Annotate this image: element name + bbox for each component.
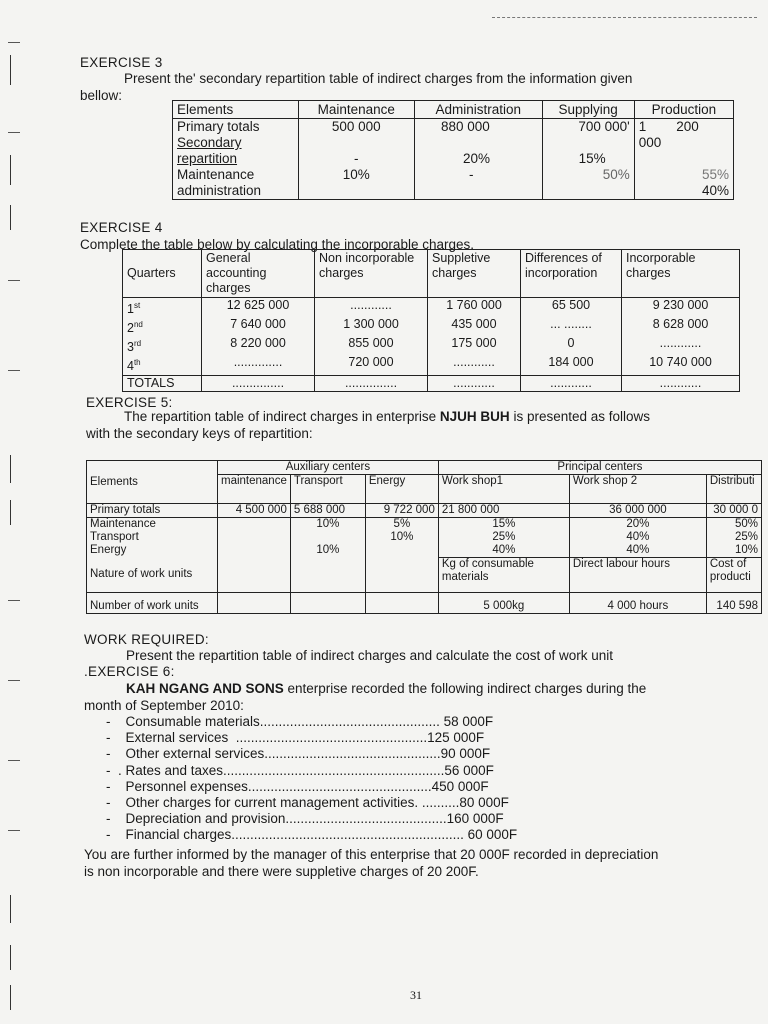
table-cell: - [298, 151, 414, 167]
table-row [173, 167, 734, 183]
margin-mark [10, 205, 11, 230]
table-cell: 10% [290, 518, 365, 532]
table-row [87, 504, 762, 518]
table-cell [415, 135, 543, 151]
table-cell: 40% [569, 544, 706, 558]
table-header: Production [634, 101, 733, 119]
table-cell [415, 183, 543, 200]
margin-mark [8, 830, 20, 831]
quarter-suffix: th [133, 358, 141, 368]
table-cell: 435 000 [428, 317, 521, 336]
exercise3-intro: Present the' secondary repartition table of indirect charges from the information given [124, 71, 633, 86]
table-cell: Kg of consumable materials [438, 558, 569, 593]
table-row [173, 183, 734, 200]
table-cell: administration [173, 183, 299, 200]
table-cell: 8 220 000 [202, 336, 315, 355]
exercise4-intro: Complete the table below by calculating the incorporable charges. [80, 237, 474, 252]
margin-mark [8, 42, 20, 43]
table-row [87, 592, 762, 613]
table-cell: ............ [622, 375, 740, 391]
table-cell [298, 183, 414, 200]
table-cell: 25% [438, 531, 569, 544]
table-cell: ............ [428, 355, 521, 375]
quarter-label: 2 [127, 321, 134, 336]
quarter-label: 1 [127, 302, 134, 317]
table-cell: 140 598 [706, 592, 761, 613]
table-header: Elements [173, 101, 299, 119]
table-cell: Transport [87, 531, 218, 544]
margin-mark [8, 132, 20, 133]
table-header: Transport [290, 475, 365, 504]
exercise6-intro [126, 680, 646, 697]
table-cell [298, 135, 414, 151]
table-cell [218, 518, 291, 532]
table-cell: 184 000 [521, 355, 622, 375]
table-cell: 855 000 [315, 336, 428, 355]
list-item: - Personnel expenses.................................................450 000F [106, 778, 489, 794]
table-cell: 40% [438, 544, 569, 558]
table-cell [218, 592, 291, 613]
table-row [87, 531, 762, 544]
table-cell [218, 531, 291, 544]
list-item: - Other charges for current management activities. ..........80 000F [106, 795, 509, 811]
table-cell: 10% [706, 544, 761, 558]
table-cell: 880 000 [415, 119, 543, 136]
table-cell: Secondary [173, 135, 299, 151]
table-cell: ............... [202, 375, 315, 391]
margin-mark [10, 455, 11, 483]
table-row [87, 544, 762, 558]
exercise3-intro-cont: bellow: [80, 88, 123, 103]
totals-label: TOTALS [123, 375, 202, 391]
quarter-suffix: nd [133, 320, 143, 330]
table-header: Work shop 2 [569, 475, 706, 504]
table-header: Energy [365, 475, 438, 504]
table-header: Suppletive charges [428, 250, 521, 298]
table-cell: Maintenance [173, 167, 299, 183]
exercise3-title: EXERCISE 3 [80, 55, 163, 70]
totals-row [123, 375, 740, 391]
table-cell: 4 500 000 [218, 504, 291, 518]
table-cell: 9 722 000 [365, 504, 438, 518]
exercise6-intro-cont: month of September 2010: [84, 698, 244, 713]
table-cell [542, 135, 634, 151]
table-cell: - [415, 167, 543, 183]
table-cell [542, 183, 634, 200]
table-row [173, 135, 734, 151]
table-row [173, 119, 734, 136]
intro-text: enterprise recorded the following indirect charges during the [283, 681, 647, 696]
table-row [123, 336, 740, 355]
table-header: Maintenance [298, 101, 414, 119]
margin-mark [10, 985, 11, 1010]
list-item: - Other external services...............................................90 000F [106, 746, 491, 762]
table-header: Non incorporable charges [315, 250, 428, 298]
table-cell: ... ........ [521, 317, 622, 336]
intro-text: The repartition table of indirect charges in enterprise [124, 409, 440, 424]
list-item: - . Rates and taxes...........................................................56 000F [106, 762, 494, 778]
table-header: Differences of incorporation [521, 250, 622, 298]
enterprise-name: NJUH BUH [439, 409, 510, 424]
table-row [123, 355, 740, 375]
table-cell: ............ [428, 375, 521, 391]
table-cell: Maintenance [87, 518, 218, 532]
work-required-title: WORK REQUIRED: [84, 632, 209, 647]
margin-mark [10, 500, 11, 525]
table-cell: 50% [706, 518, 761, 532]
table-cell: 40% [569, 531, 706, 544]
table-header: Work shop1 [438, 475, 569, 504]
table-row [123, 298, 740, 318]
quarter-suffix: st [133, 301, 141, 310]
table-cell: 36 000 000 [569, 504, 706, 518]
table-cell: Direct labour hours [569, 558, 706, 593]
table-cell: 10 740 000 [622, 355, 740, 375]
table-header: Quarters [123, 250, 202, 298]
table-cell: 700 000' [542, 119, 634, 136]
table-row [87, 518, 762, 532]
list-item: - Depreciation and provision...........................................160 000F [106, 811, 504, 827]
table-cell: 1 300 000 [315, 317, 428, 336]
margin-mark [8, 600, 20, 601]
table-cell: ............ [622, 336, 740, 355]
table-cell [365, 544, 438, 558]
exercise6-title: .EXERCISE 6: [84, 664, 175, 679]
table-header: maintenance [218, 475, 291, 504]
work-required-text: Present the repartition table of indirect charges and calculate the cost of work unit [126, 648, 614, 663]
table-cell: 175 000 [428, 336, 521, 355]
table-cell: 10% [365, 531, 438, 544]
exercise5-title: EXERCISE 5: [86, 395, 173, 410]
table-cell [634, 151, 733, 167]
quarter-label: 4 [127, 359, 134, 374]
list-item: - Financial charges.............................................................. 60 000F [106, 827, 518, 843]
table-cell: 000 [634, 135, 733, 151]
margin-mark [8, 680, 20, 681]
table-cell: 55% [634, 167, 733, 183]
table-cell: 15% [542, 151, 634, 167]
table-cell [218, 558, 291, 593]
margin-mark [10, 55, 11, 85]
exercise6-outro-cont: is non incorporable and there were suppletive charges of 20 200F. [84, 864, 479, 879]
scan-top-line [492, 17, 757, 18]
table-cell [290, 558, 365, 593]
table-cell: Energy [87, 544, 218, 558]
exercise5-intro [124, 408, 650, 425]
table-cell: 20% [415, 151, 543, 167]
enterprise-name: KAH NGANG AND SONS [126, 681, 284, 696]
table-cell: ............ [315, 298, 428, 318]
table-row [123, 317, 740, 336]
list-item: - External services ...................................................125 000F [106, 730, 485, 746]
table-header: Supplying [542, 101, 634, 119]
quarter-label: 3 [127, 340, 134, 355]
table-header: Incorporable charges [622, 250, 740, 298]
table-cell: 720 000 [315, 355, 428, 375]
margin-mark [10, 945, 11, 970]
margin-mark [8, 760, 20, 761]
table-cell: Primary totals [87, 504, 218, 518]
table-cell: 50% [542, 167, 634, 183]
list-item: - Consumable materials................................................ 58 000F [106, 714, 494, 729]
table-cell: Number of work units [87, 592, 218, 613]
exercise5-table [86, 460, 762, 614]
margin-mark [8, 280, 20, 281]
table-cell: 1 760 000 [428, 298, 521, 318]
table-cell: 7 640 000 [202, 317, 315, 336]
table-cell: 20% [569, 518, 706, 532]
table-cell: 0 [521, 336, 622, 355]
margin-mark [8, 370, 20, 371]
table-cell: 8 628 000 [622, 317, 740, 336]
charges-list [106, 714, 517, 844]
exercise4-title: EXERCISE 4 [80, 220, 163, 235]
group-header: Auxiliary centers [218, 461, 439, 475]
table-header: Administration [415, 101, 543, 119]
exercise3-table [172, 100, 734, 200]
exercise5-intro-cont: with the secondary keys of repartition: [86, 426, 313, 441]
table-header: Distributi [706, 475, 761, 504]
table-cell: 5% [365, 518, 438, 532]
table-cell: 65 500 [521, 298, 622, 318]
table-cell: ............... [315, 375, 428, 391]
table-cell [218, 544, 291, 558]
table-row [173, 151, 734, 167]
table-cell: ............ [521, 375, 622, 391]
margin-mark [10, 895, 11, 923]
table-cell [290, 531, 365, 544]
quarter-suffix: rd [133, 339, 142, 349]
table-cell: 12 625 000 [202, 298, 315, 318]
table-cell: 21 800 000 [438, 504, 569, 518]
table-cell [365, 592, 438, 613]
table-cell: repartition [173, 151, 299, 167]
table-cell: 10% [290, 544, 365, 558]
table-cell: 15% [438, 518, 569, 532]
table-cell: Primary totals [173, 119, 299, 136]
margin-mark [10, 155, 11, 185]
table-cell: 9 230 000 [622, 298, 740, 318]
table-cell: 40% [634, 183, 733, 200]
table-header: General accounting charges [202, 250, 315, 298]
table-header: Elements [87, 461, 218, 504]
table-row [87, 558, 762, 593]
table-cell: 5 688 000 [290, 504, 365, 518]
intro-text: is presented as follows [509, 409, 651, 424]
group-header: Principal centers [438, 461, 761, 475]
table-cell: 25% [706, 531, 761, 544]
table-cell: 500 000 [298, 119, 414, 136]
table-cell: Nature of work units [87, 558, 218, 593]
page-number: 31 [410, 988, 422, 1002]
table-cell: 4 000 hours [569, 592, 706, 613]
table-cell: .............. [202, 355, 315, 375]
exercise4-table [122, 249, 740, 392]
table-cell [365, 558, 438, 593]
table-cell: Cost of producti [706, 558, 761, 593]
table-cell [290, 592, 365, 613]
table-cell: 10% [298, 167, 414, 183]
table-cell: 1 200 [634, 119, 733, 136]
table-cell: 30 000 0 [706, 504, 761, 518]
exercise6-outro: You are further informed by the manager of this enterprise that 20 000F recorded in depreciation [84, 847, 659, 862]
table-cell: 5 000kg [438, 592, 569, 613]
